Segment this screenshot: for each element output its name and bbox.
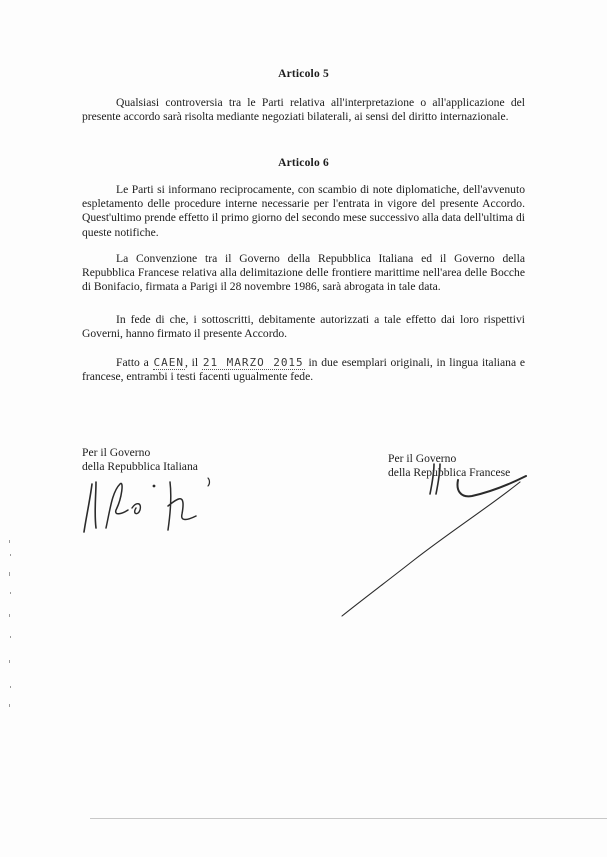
article-6-heading: Articolo 6 (278, 157, 329, 169)
french-signature (330, 460, 530, 620)
italy-signatory-line-2: della Repubblica Italiana (82, 460, 198, 473)
article-6-paragraph-1: Le Parti si informano reciprocamente, con scambio di note diplomatiche, dell'avvenuto espletamento delle procedure interne necessarie per l'entrata in vigore del presente Accordo. Quest'ultimo prende effetto il primo giorno del secondo mese successivo alla data dell'ultima di queste notifiche. (82, 183, 525, 239)
done-at-clause (82, 356, 525, 384)
done-suffix: in due esemplari originali, in lingua italiana e francese, entrambi i testi facenti ugualmente fede. (82, 356, 526, 384)
article-5-text: Qualsiasi controversia tra le Parti relativa all'interpretazione o all'applicazione del presente accordo sarà risolta mediante negoziati bilaterali, ai sensi del diritto internazionale. (82, 96, 525, 124)
france-signatory-line-1: Per il Governo (388, 452, 457, 465)
scan-speckle (8, 540, 12, 710)
article-5-heading: Articolo 5 (278, 68, 329, 80)
witness-clause: In fede di che, i sottoscritti, debitamente autorizzati a tale effetto dai loro rispettivi Governi, hanno firmato il presente Accordo. (82, 313, 525, 341)
italy-signatory-line-1: Per il Governo (82, 446, 151, 459)
handwritten-date: 21 MARZO 2015 (202, 356, 304, 369)
scan-bottom-edge (90, 818, 607, 819)
article-6-paragraph-2: La Convenzione tra il Governo della Repubblica Italiana ed il Governo della Repubblica Francese relativa alla delimitazione delle frontiere marittime nell'area delle Bocche di Bonifacio, firmata a Parigi il 28 novembre 1986, sarà abrogata in tale data. (82, 252, 525, 294)
handwritten-place: CAEN (153, 356, 184, 369)
france-signatory-line-2: della Repubblica Francese (388, 466, 511, 479)
done-prefix: Fatto a (116, 356, 149, 369)
date-connector: , il (185, 356, 199, 369)
italian-signature (70, 470, 230, 550)
